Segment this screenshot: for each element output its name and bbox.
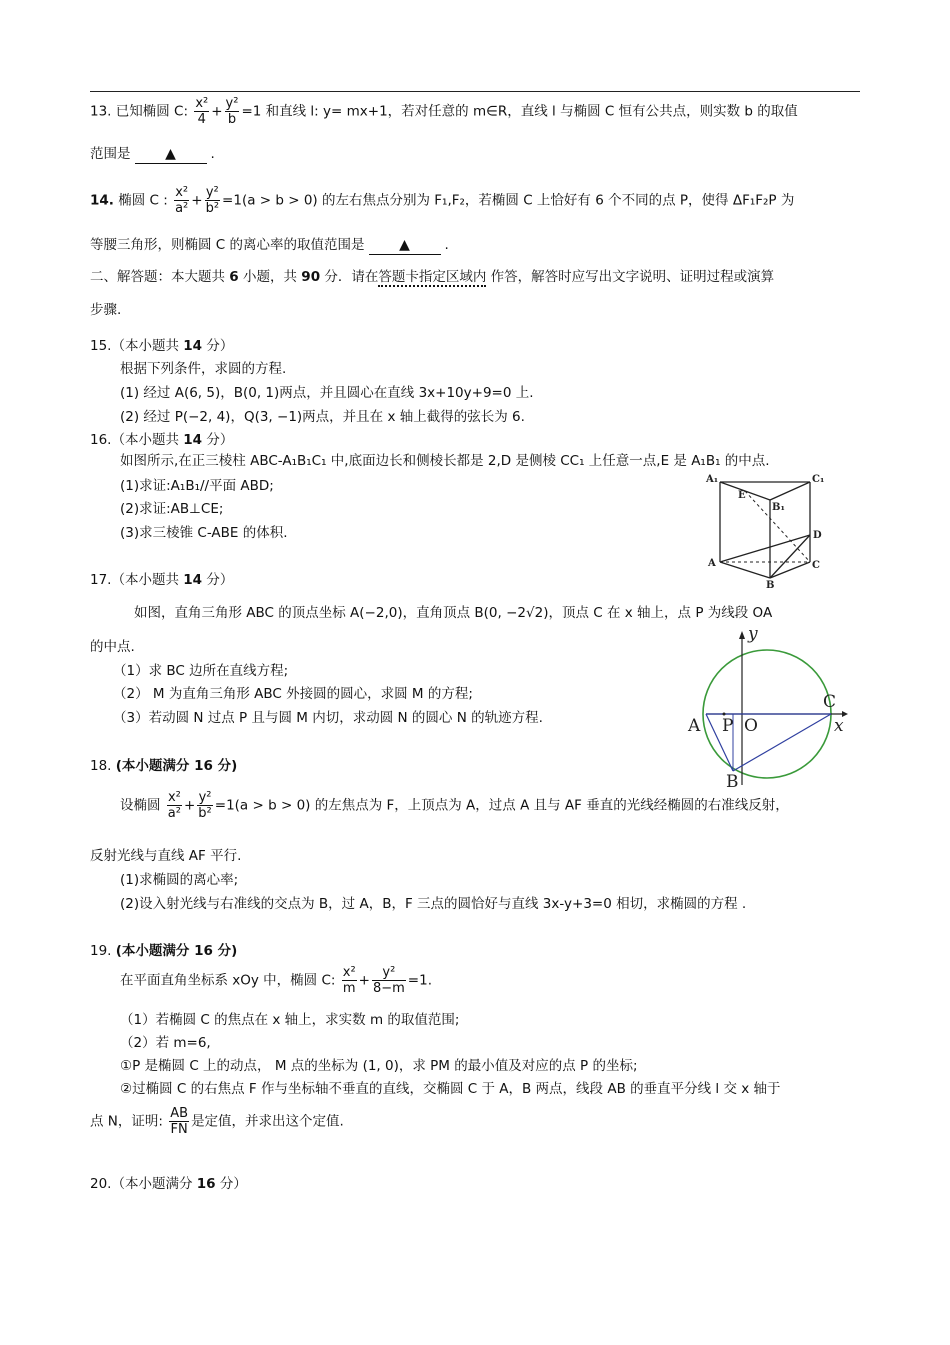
label-a1: A₁ (706, 474, 719, 485)
q16-part2: (2)求证:AB⊥CE; (120, 501, 224, 517)
q13-answer-blank: ▲ (135, 145, 207, 164)
q14-frac-y: $\frac{\text{y²}}{\text{b²}}$ (205, 185, 220, 216)
label-b: B (726, 772, 739, 790)
q18-frac-x: $\frac{\text{x²}}{\text{a²}}$ (167, 790, 181, 821)
q13-prefix: 13. 已知椭圆 C: (90, 103, 189, 120)
y-axis-arrow (739, 631, 745, 639)
q13-frac-x: $\frac{\text{x²}}{4}$ (195, 96, 209, 127)
section2-heading: 二、解答题：本大题共 6 小题，共 90 分．请在答题卡指定区域内 作答，解答时应写出文字说明、证明过程或演算 (90, 269, 775, 285)
q19-part2: （2）若 m=6, (120, 1035, 211, 1051)
edge-ad (720, 535, 810, 562)
q14-line2: 等腰三角形，则椭圆 C 的离心率的取值范围是 ▲ . (90, 237, 449, 253)
q19-frac-ab-fn: $\frac{AB}{FN}$ (170, 1106, 189, 1137)
q13-line2: 范围是 ▲ . (90, 146, 215, 162)
q19-part5: 点 N，证明: $\frac{AB}{FN}$ 是定值，并求出这个定值. (90, 1106, 344, 1137)
label-a: A (688, 716, 701, 736)
label-d: D (813, 530, 822, 541)
q17-part1: （1）求 BC 边所在直线方程; (113, 663, 289, 679)
q17-heading: 17.（本小题共 14 分） (90, 572, 234, 588)
edge-b1c1 (770, 482, 810, 500)
q17-circle-figure (686, 625, 850, 790)
q16-heading: 16.（本小题共 14 分） (90, 432, 234, 448)
label-x: x (834, 716, 844, 736)
q18-text: =1(a > b > 0) 的左焦点为 F，上顶点为 A，过点 A 且与 AF 垂直的光线经椭圆的右准线反射， (214, 797, 789, 814)
q17-intro: 如图，直角三角形 ABC 的顶点坐标 A(−2,0)，直角顶点 B(0, −2√2)，顶点 C 在 x 轴上，点 P 为线段 OA (134, 605, 773, 621)
q15-part2: (2) 经过 P(−2, 4)，Q(3, −1)两点，并且在 x 轴上截得的弦长为 6. (120, 409, 525, 425)
q18-line1: 设椭圆 $\frac{\text{x²}}{\text{a²}}$ + $\frac{\text{y²}}{\text{b²}}$ =1(a > b > 0) 的左焦点为 F，上顶点为 A，过点 A 且与 AF 垂直的光线经椭圆的右准线反射， (120, 790, 789, 821)
label-c: C (812, 560, 820, 571)
label-y: y (748, 625, 758, 644)
q17-intro2: 的中点. (90, 639, 135, 655)
q17-part3: （3）若动圆 N 过点 P 且与圆 M 内切，求动圆 N 的圆心 N 的轨迹方程. (113, 710, 543, 726)
q15-part1: (1) 经过 A(6, 5)，B(0, 1)两点，并且圆心在直线 3x+10y+9=0 上. (120, 385, 534, 401)
q13-text: =1 和直线 l: y= mx+1，若对任意的 m∈R，直线 l 与椭圆 C 恒有公共点，则实数 b 的取值 (241, 103, 798, 120)
label-a: A (708, 558, 716, 569)
q20-heading: 20.（本小题满分 16 分） (90, 1176, 247, 1192)
q15-intro: 根据下列条件，求圆的方程. (120, 361, 287, 377)
q18-line2: 反射光线与直线 AF 平行. (90, 848, 242, 864)
q19-part1: （1）若椭圆 C 的焦点在 x 轴上，求实数 m 的取值范围; (120, 1012, 460, 1028)
q14-line1: 14. 椭圆 C : $\frac{\text{x²}}{\text{a²}}$ + $\frac{\text{y²}}{\text{b²}}$ =1(a > b > 0) 的左右焦点分别为 F₁,F₂，若椭圆 C 上恰好有 6 个不同的点 P，使得 ΔF₁F₂P 为 (90, 185, 795, 216)
q16-part3: (3)求三棱锥 C-ABE 的体积. (120, 525, 288, 541)
q17-part2: （2） M 为直角三角形 ABC 外接圆的圆心，求圆 M 的方程; (113, 686, 473, 702)
edge-ab (720, 562, 770, 578)
q19-part3: ①P 是椭圆 C 上的动点， M 点的坐标为 (1, 0)，求 PM 的最小值及对应的点 P 的坐标; (120, 1058, 638, 1074)
q19-part4: ②过椭圆 C 的右焦点 F 作与坐标轴不垂直的直线，交椭圆 C 于 A，B 两点，线段 AB 的垂直平分线 l 交 x 轴于 (120, 1081, 781, 1097)
q18-part1: (1)求椭圆的离心率; (120, 872, 239, 888)
q19-frac-y: $\frac{\text{y²}}{8-m}$ (372, 965, 405, 996)
label-p: P (722, 716, 734, 736)
label-e: E (738, 490, 746, 501)
q15-heading: 15.（本小题共 14 分） (90, 338, 234, 354)
label-c1: C₁ (812, 474, 825, 485)
q14-frac-x: $\frac{\text{x²}}{\text{a²}}$ (175, 185, 189, 216)
q19-line1: 在平面直角坐标系 xOy 中，椭圆 C: $\frac{\text{x²}}{m}$ + $\frac{\text{y²}}{8-m}$ =1. (120, 965, 432, 996)
edge-bc (770, 562, 810, 578)
q14-text: =1(a > b > 0) 的左右焦点分别为 F₁,F₂，若椭圆 C 上恰好有 6 个不同的点 P，使得 ΔF₁F₂P 为 (222, 192, 795, 209)
q18-part2: (2)设入射光线与右准线的交点为 B，过 A，B，F 三点的圆恰好与直线 3x-y+3=0 相切，求椭圆的方程 . (120, 896, 747, 912)
q14-answer-blank: ▲ (369, 236, 441, 255)
label-b: B (766, 580, 775, 590)
q16-prism-figure (700, 470, 835, 590)
q18-heading: 18. (本小题满分 16 分) (90, 758, 238, 774)
label-o: O (744, 716, 758, 736)
section2-emphasis: 答题卡指定区域内 (378, 269, 487, 285)
label-c: C (823, 692, 837, 712)
header-rule (90, 91, 860, 92)
q19-frac-x: $\frac{\text{x²}}{m}$ (342, 965, 356, 996)
q16-intro: 如图所示,在正三棱柱 ABC-A₁B₁C₁ 中,底面边长和侧棱长都是 2,D 是侧棱 CC₁ 上任意一点,E 是 A₁B₁ 的中点. (120, 453, 770, 469)
q19-heading: 19. (本小题满分 16 分) (90, 943, 238, 959)
q18-frac-y: $\frac{\text{y²}}{\text{b²}}$ (198, 790, 212, 821)
q16-part1: (1)求证:A₁B₁//平面 ABD; (120, 478, 274, 494)
q13-line1: 13. 已知椭圆 C: $\frac{\text{x²}}{4}$ + $\frac{\text{y²}}{b}$ =1 和直线 l: y= mx+1，若对任意的 m∈R，直线 l 与椭圆 C 恒有公共点，则实数 b 的取值 (90, 96, 798, 127)
q13-frac-y: $\frac{\text{y²}}{b}$ (225, 96, 239, 127)
label-b1: B₁ (772, 502, 785, 513)
section2-line2: 步骤. (90, 302, 122, 318)
